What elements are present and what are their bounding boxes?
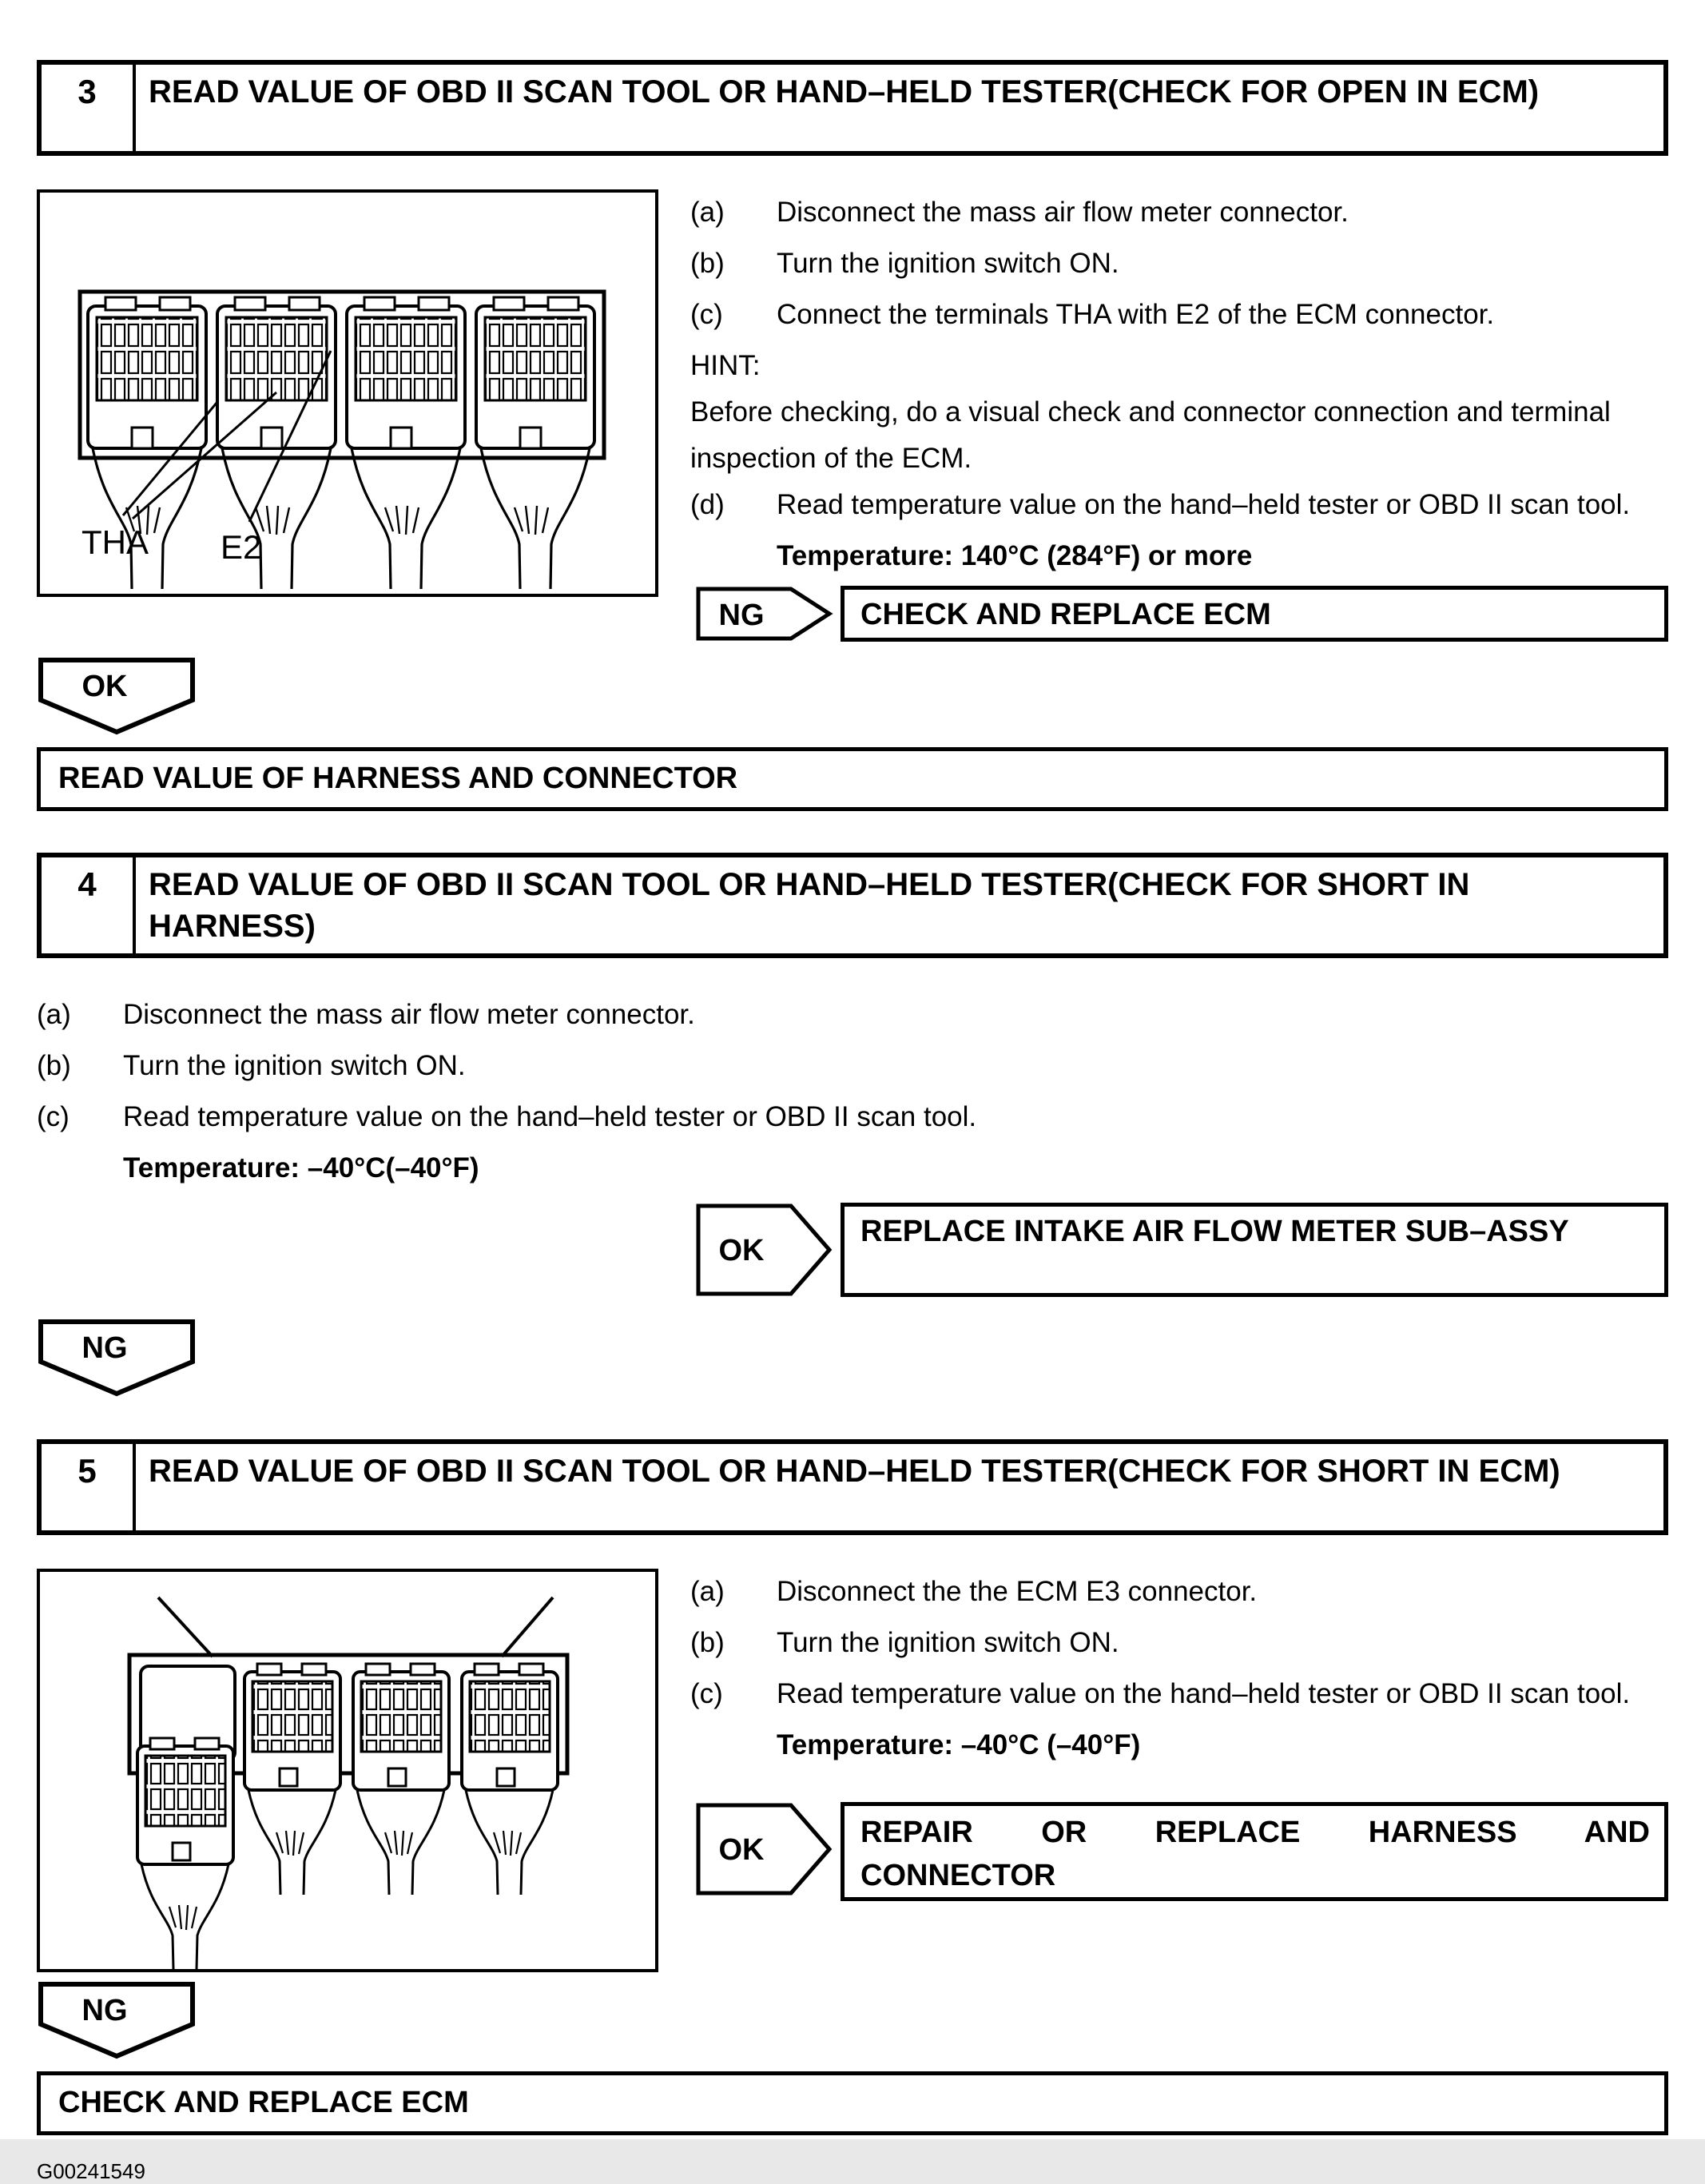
ng-label: NG — [81, 1331, 128, 1365]
ok-arrow-right — [695, 1203, 833, 1297]
ng-arrow-down — [37, 1980, 197, 2060]
figure-code: G00241549 — [37, 2159, 145, 2183]
step3-header — [37, 60, 1668, 156]
step4-title: READ VALUE OF OBD II SCAN TOOL OR HAND–HELD TESTER(CHECK FOR SHORT IN HARNESS) — [149, 867, 1470, 944]
next-check-box: READ VALUE OF HARNESS AND CONNECTOR — [37, 747, 1668, 811]
instruction-item — [690, 482, 1668, 528]
instruction-item — [690, 241, 1668, 287]
terminal-label-e2: E2 — [221, 528, 262, 566]
ok-label: OK — [718, 1833, 765, 1867]
item-label: (c) — [37, 1101, 70, 1132]
item-label: (b) — [37, 1050, 71, 1081]
tha-e2-connector-diagram — [37, 189, 658, 597]
item-label: (a) — [690, 1576, 725, 1607]
ng-arrow-right — [695, 586, 833, 642]
item-text: Read temperature value on the hand–held tester or OBD II scan tool. — [777, 489, 1631, 520]
step5-number: 5 — [42, 1444, 136, 1530]
ng-label: NG — [81, 1994, 128, 2027]
item-label: (c) — [690, 299, 723, 330]
item-text: Turn the ignition switch ON. — [777, 248, 1119, 279]
instruction-item — [37, 1094, 1668, 1140]
result-box: REPLACE INTAKE AIR FLOW METER SUB–ASSY — [841, 1203, 1668, 1297]
ok-label: OK — [718, 1234, 765, 1267]
step4-number: 4 — [42, 857, 136, 953]
instruction-item — [690, 1620, 1668, 1666]
ecm-connector-drawing — [40, 193, 655, 594]
result-box: REPAIR OR REPLACE HARNESS AND CONNECTOR — [841, 1802, 1668, 1901]
step4-instructions — [37, 992, 1668, 1191]
item-text: Read temperature value on the hand–held tester or OBD II scan tool. — [123, 1101, 977, 1132]
item-label: (b) — [690, 248, 725, 279]
instruction-item — [690, 189, 1668, 236]
step4-ok-row — [695, 1203, 1668, 1297]
hint-label: HINT: — [690, 350, 761, 381]
final-result-box: CHECK AND REPLACE ECM — [37, 2071, 1668, 2135]
temperature-spec: Temperature: 140°C (284°F) or more — [777, 540, 1253, 571]
instruction-item — [690, 1671, 1668, 1717]
step5-ok-row — [695, 1802, 1668, 1901]
step3-title: READ VALUE OF OBD II SCAN TOOL OR HAND–HELD TESTER(CHECK FOR OPEN IN ECM) — [149, 74, 1540, 109]
item-text: Read temperature value on the hand–held tester or OBD II scan tool. — [777, 1678, 1631, 1709]
instruction-item — [37, 1043, 1668, 1089]
ng-arrow-down — [37, 1318, 197, 1398]
item-text: Turn the ignition switch ON. — [777, 1627, 1119, 1658]
hint-text: Before checking, do a visual check and connector connection and terminal inspection of the ECM. — [690, 396, 1611, 474]
item-text: Disconnect the mass air flow meter connector. — [777, 197, 1349, 228]
terminal-label-tha: THA — [81, 523, 149, 561]
item-label: (d) — [690, 489, 725, 520]
step3-body — [37, 189, 1668, 642]
item-text: Connect the terminals THA with E2 of the ECM connector. — [777, 299, 1495, 330]
item-label: (c) — [690, 1678, 723, 1709]
item-label: (a) — [37, 999, 71, 1030]
instruction-item — [37, 992, 1668, 1038]
step5-title: READ VALUE OF OBD II SCAN TOOL OR HAND–HELD TESTER(CHECK FOR SHORT IN ECM) — [149, 1454, 1560, 1489]
item-text: Disconnect the the ECM E3 connector. — [777, 1576, 1258, 1607]
temperature-spec: Temperature: –40°C (–40°F) — [777, 1729, 1141, 1760]
step3-instructions — [690, 189, 1668, 642]
item-label: (b) — [690, 1627, 725, 1658]
instruction-item — [690, 292, 1668, 338]
step3-number: 3 — [42, 65, 136, 151]
step4-header — [37, 853, 1668, 958]
result-box: CHECK AND REPLACE ECM — [841, 586, 1668, 642]
step5-instructions — [690, 1569, 1668, 1901]
ok-label: OK — [81, 670, 128, 703]
item-text: Disconnect the mass air flow meter connector. — [123, 999, 695, 1030]
ok-arrow-down — [37, 656, 197, 736]
item-label: (a) — [690, 197, 725, 228]
ok-arrow-right — [695, 1802, 833, 1896]
instruction-item — [690, 1569, 1668, 1615]
step5-header — [37, 1439, 1668, 1535]
ecm-unit-drawing — [40, 1572, 655, 1969]
ng-label: NG — [718, 599, 765, 632]
step3-ng-row — [695, 586, 1668, 642]
ecm-e3-connector-diagram — [37, 1569, 658, 1972]
temperature-spec: Temperature: –40°C(–40°F) — [123, 1152, 479, 1183]
step5-body — [37, 1569, 1668, 1972]
item-text: Turn the ignition switch ON. — [123, 1050, 466, 1081]
